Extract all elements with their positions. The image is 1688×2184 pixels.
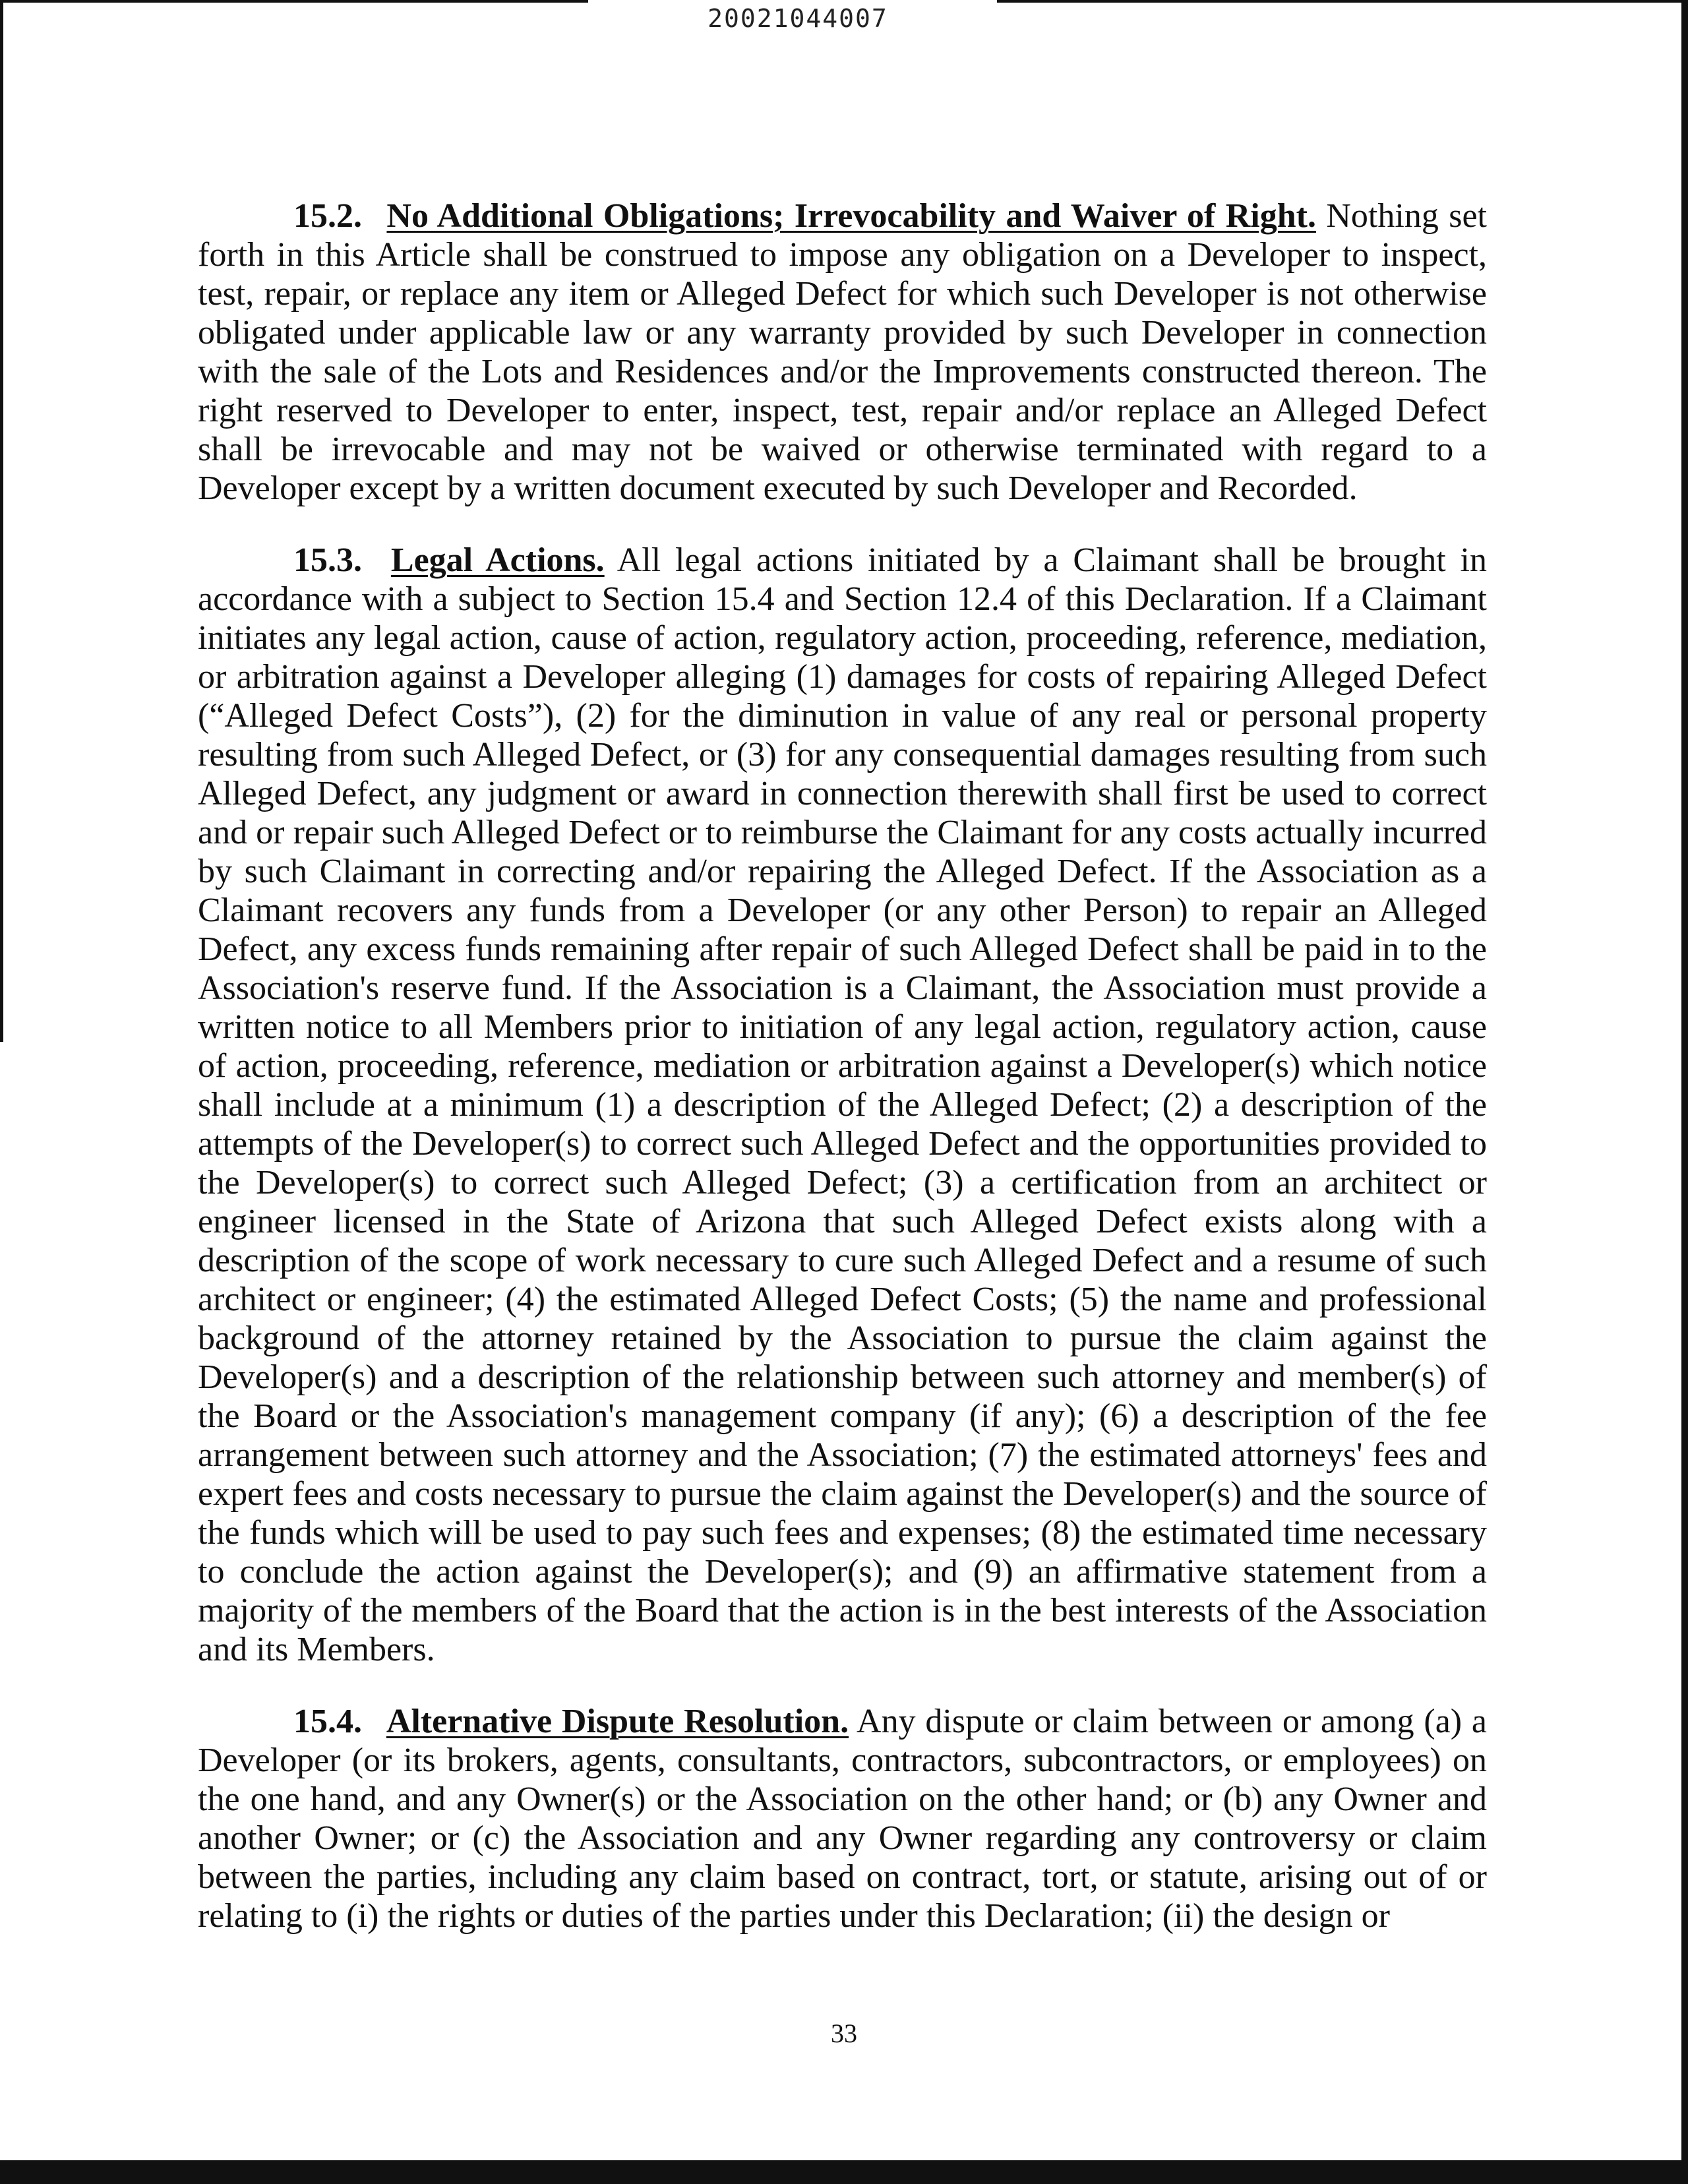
section-text: All legal actions initiated by a Claimant shall be brought in accordance with a subject to Section 15.4 and Section 12.4 of this Declaration. If a Claimant initiates any legal action, cause of action, regulatory action, proceeding, reference, mediation, or arbitration against a Developer alleging (1) damages for costs of repairing Alleged Defect (“Alleged Defect Costs”), (2) for the diminution in value of any real or personal property resulting from such Alleged Defect, or (3) for any consequential damages resulting from such Alleged Defect, any judgment or award in connection therewith shall first be used to correct and or repair such Alleged Defect or to reimburse the Claimant for any costs actually incurred by such Claimant in correcting and/or repairing the Alleged Defect. If the Association as a Claimant recovers any funds from a Developer (or any other Person) to repair an Alleged Defect, any excess funds remaining after repair of such Alleged Defect shall be paid in to the Association's reserve fund. If the Association is a Claimant, the Association must provide a written notice to all Members prior to initiation of any legal action, regulatory action, cause of action, proceeding, reference, mediation or arbitration against a Developer(s) which notice shall include at a minimum (1) a description of the Alleged Defect; (2) a description of the attempts of the Developer(s) to correct such Alleged Defect and the opportunities provided to the Developer(s) to correct such Alleged Defect; (3) a certification from an architect or engineer licensed in the State of Arizona that such Alleged Defect exists along with a description of the scope of work necessary to cure such Alleged Defect and a resume of such architect or engineer; (4) the estimated Alleged Defect Costs; (5) the name and professional background of the attorney retained by the Association to pursue the claim against the Developer(s) and a description of the relationship between such attorney and member(s) of the Board or the Association's management company (if any); (6) a description of the fee arrangement between such attorney and the Association; (7) the estimated attorneys' fees and expert fees and costs necessary to pursue the claim against the Developer(s) and the source of the funds which will be used to pay such fees and expenses; (8) the estimated time necessary to conclude the action against the Developer(s); and (9) an affirmative statement from a majority of the members of the Board that the action is in the best interests of the Association and its Members. xyxy=(198,541,1488,1668)
scan-bottom-edge xyxy=(0,2160,1688,2184)
section-title: No Additional Obligations; Irrevocability and Waiver of Right. xyxy=(386,197,1316,235)
section-15-3 xyxy=(198,541,1487,1669)
top-border-left xyxy=(0,0,588,3)
document-number: 20021044007 xyxy=(708,4,888,33)
section-title: Alternative Dispute Resolution. xyxy=(386,1703,849,1740)
page-number: 33 xyxy=(831,2018,857,2048)
section-text: Nothing set forth in this Article shall be construed to impose any obligation on a Developer to inspect, test, repair, or replace any item or Alleged Defect for which such Developer is not otherwise obligated under applicable law or any warranty provided by such Developer in connection with the sale of the Lots and Residences and/or the Improvements constructed thereon. The right reserved to Developer to enter, inspect, test, repair and/or replace an Alleged Defect shall be irrevocable and may not be waived or otherwise terminated with regard to a Developer except by a written document executed by such Developer and Recorded. xyxy=(198,197,1488,507)
section-number: 15.2. xyxy=(293,197,362,235)
section-15-4 xyxy=(198,1702,1487,1935)
section-text: Any dispute or claim between or among (a) a Developer (or its brokers, agents, consultants, contractors, subcontractors, or employees) on the one hand, and any Owner(s) or the Association on the other hand; or (b) any Owner and another Owner; or (c) the Association and any Owner regarding any controversy or claim between the parties, including any claim based on contract, tort, or statute, arising out of or relating to (i) the rights or duties of the parties under this Declaration; (ii) the design or xyxy=(198,1703,1487,1935)
section-number: 15.3. xyxy=(293,541,362,579)
document-body xyxy=(198,197,1487,1968)
scan-right-edge xyxy=(1681,0,1688,2184)
scan-left-edge xyxy=(0,0,3,1042)
section-15-2 xyxy=(198,197,1487,508)
section-number: 15.4. xyxy=(293,1703,362,1740)
top-border-right xyxy=(997,0,1688,3)
section-title: Legal Actions. xyxy=(390,541,605,579)
